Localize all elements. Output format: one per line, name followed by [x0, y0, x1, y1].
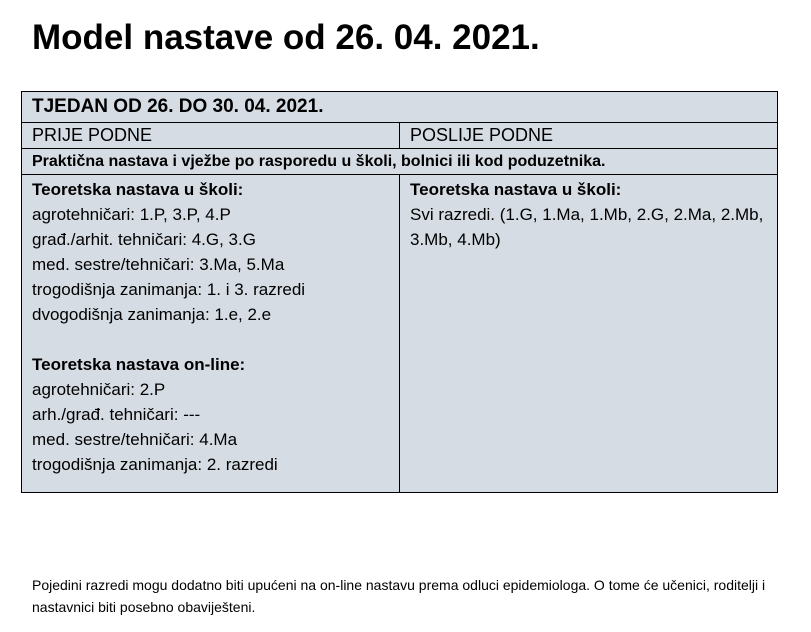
afternoon-header: POSLIJE PODNE [400, 123, 778, 149]
morning-school-line: agrotehničari: 1.P, 3.P, 4.P [32, 205, 231, 224]
page-title: Model nastave od 26. 04. 2021. [32, 18, 540, 57]
morning-school-line: dvogodišnja zanimanja: 1.e, 2.e [32, 305, 272, 324]
theory-row [22, 175, 778, 493]
section-spacer [32, 327, 389, 352]
week-title: TJEDAN OD 26. DO 30. 04. 2021. [22, 92, 778, 123]
afternoon-school-text: Svi razredi. (1.G, 1.Ma, 1.Mb, 2.G, 2.Ma, 2.Mb, 3.Mb, 4.Mb) [410, 205, 764, 249]
morning-school-heading: Teoretska nastava u školi: [32, 180, 244, 199]
morning-theory-cell [22, 175, 400, 493]
morning-online-line: med. sestre/tehničari: 4.Ma [32, 430, 238, 449]
practical-row [22, 149, 778, 175]
footnote: Pojedini razredi mogu dodatno biti upućeni na on-line nastavu prema odluci epidemiologa. O tome će učenici, roditelji i nastavnici biti posebno obaviješteni. [32, 577, 766, 615]
afternoon-theory-cell [400, 175, 778, 493]
morning-online-line: arh./građ. tehničari: --- [32, 405, 201, 424]
morning-online-line: agrotehničari: 2.P [32, 380, 166, 399]
morning-school-line: med. sestre/tehničari: 3.Ma, 5.Ma [32, 255, 285, 274]
morning-header: PRIJE PODNE [22, 123, 400, 149]
header-row [22, 123, 778, 149]
practical-note: Praktična nastava i vježbe po rasporedu u školi, bolnici ili kod poduzetnika. [22, 149, 778, 175]
schedule-table [21, 91, 778, 493]
week-row [22, 92, 778, 123]
morning-online-line: trogodišnja zanimanja: 2. razredi [32, 455, 278, 474]
morning-online-heading: Teoretska nastava on-line: [32, 355, 246, 374]
afternoon-school-heading: Teoretska nastava u školi: [410, 180, 622, 199]
morning-school-line: građ./arhit. tehničari: 4.G, 3.G [32, 230, 256, 249]
morning-school-line: trogodišnja zanimanja: 1. i 3. razredi [32, 280, 306, 299]
